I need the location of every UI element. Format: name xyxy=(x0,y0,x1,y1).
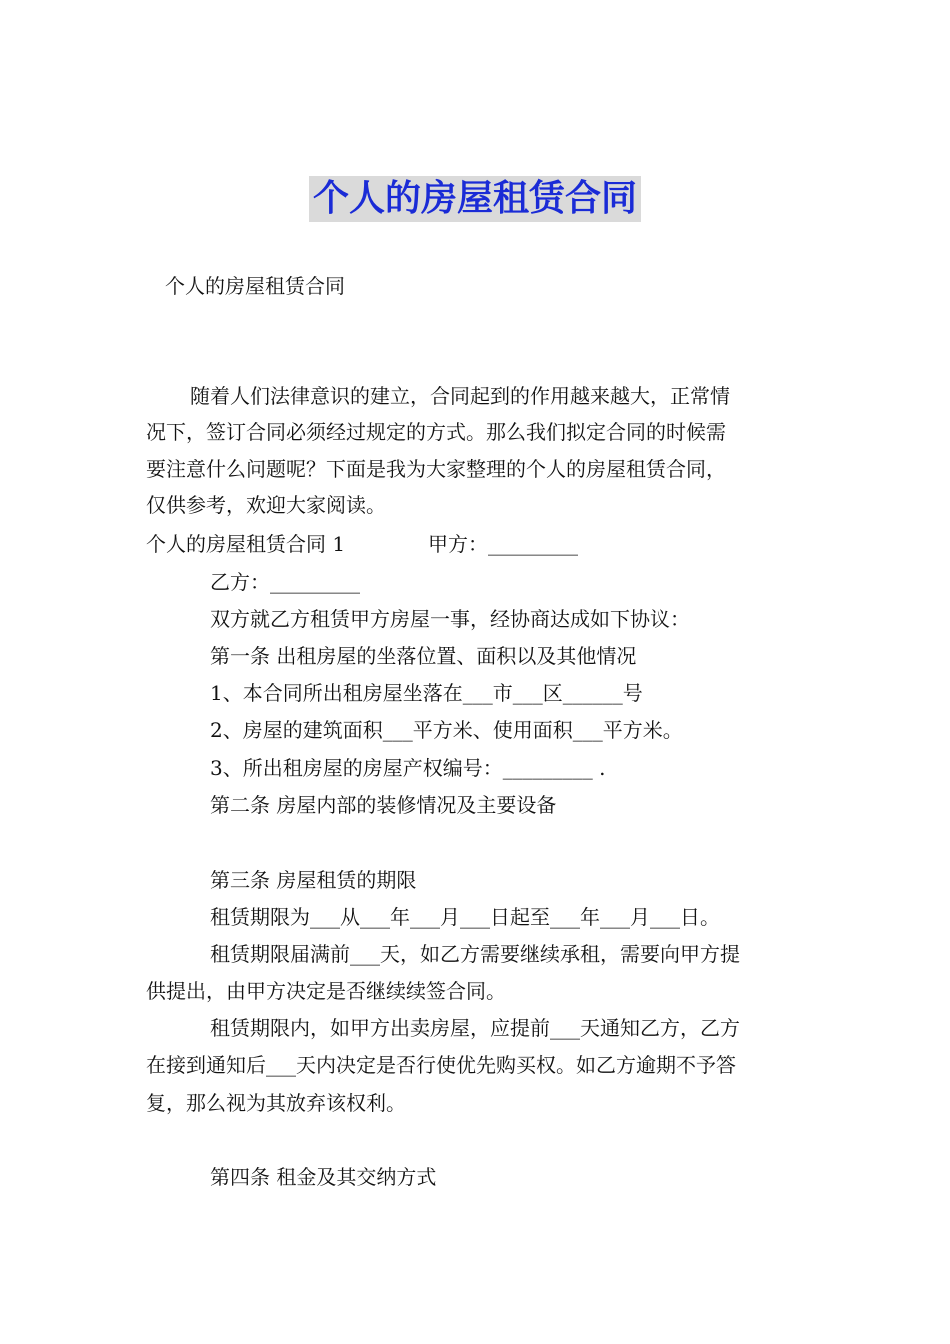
article-2: 第二条 房屋内部的装修情况及主要设备 xyxy=(210,793,557,817)
term-line: 租赁期限为___从___年___月___日起至___年___月___日。 xyxy=(210,905,720,929)
article-4: 第四条 租金及其交纳方式 xyxy=(210,1165,437,1189)
article-1-item-2: 2、房屋的建筑面积___平方米、使用面积___平方米。 xyxy=(210,718,683,742)
sale-line-1: 租赁期限内，如甲方出卖房屋，应提前___天通知乙方，乙方 xyxy=(210,1016,740,1040)
intro-line-4: 仅供参考，欢迎大家阅读。 xyxy=(146,493,386,517)
agreement-line: 双方就乙方租赁甲方房屋一事，经协商达成如下协议： xyxy=(210,607,690,631)
sale-line-3: 复，那么视为其放弃该权利。 xyxy=(146,1091,406,1115)
title-wrap xyxy=(0,176,950,222)
article-3: 第三条 房屋租赁的期限 xyxy=(210,868,417,892)
contract-heading: 个人的房屋租赁合同 1 xyxy=(146,532,346,556)
intro-line-1: 随着人们法律意识的建立，合同起到的作用越来越大，正常情 xyxy=(190,384,730,408)
article-1-item-1: 1、本合同所出租房屋坐落在___市___区______号 xyxy=(210,681,643,705)
intro-line-2: 况下，签订合同必须经过规定的方式。那么我们拟定合同的时候需 xyxy=(146,420,726,444)
article-1: 第一条 出租房屋的坐落位置、面积以及其他情况 xyxy=(210,644,637,668)
intro-line-3: 要注意什么问题呢？下面是我为大家整理的个人的房屋租赁合同， xyxy=(146,457,726,481)
document-subtitle: 个人的房屋租赁合同 xyxy=(165,274,345,298)
sale-line-2: 在接到通知后___天内决定是否行使优先购买权。如乙方逾期不予答 xyxy=(146,1053,736,1077)
article-1-item-3: 3、所出租房屋的房屋产权编号：_________ . xyxy=(210,756,606,780)
party-b: 乙方：_________ xyxy=(210,570,360,594)
party-a: 甲方：_________ xyxy=(428,532,578,556)
renew-line-2: 供提出，由甲方决定是否继续续签合同。 xyxy=(146,979,506,1003)
document-title: 个人的房屋租赁合同 xyxy=(309,176,641,222)
renew-line-1: 租赁期限届满前___天，如乙方需要继续承租，需要向甲方提 xyxy=(210,942,740,966)
